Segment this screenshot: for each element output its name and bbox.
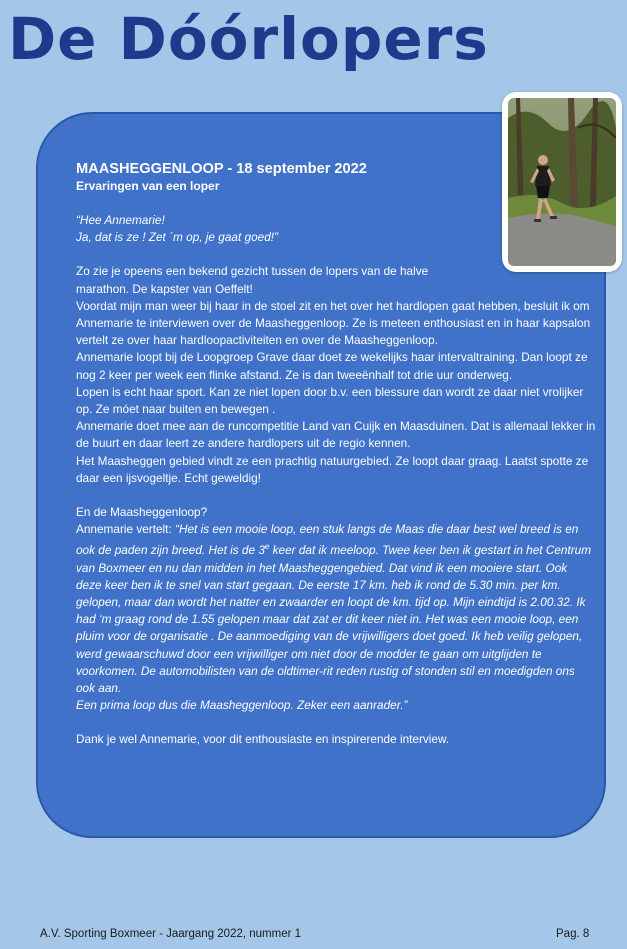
paragraph-training: Annemarie loopt bij de Loopgroep Grave daar doet ze wekelijks haar intervaltraining. Dan loopt ze nog 2 keer per week een flinke afstand. Ze is dan tweeënhalf tot drie uur onderweg.	[76, 350, 588, 382]
paragraph-competition: Annemarie doet mee aan de runcompetitie Land van Cuijk en Maasduinen. Dat is allemaal lekker in de buurt en daar leert ze andere hardlopers uit de regio kennen.	[76, 419, 596, 451]
footer-publication: A.V. Sporting Boxmeer - Jaargang 2022, nummer 1	[40, 928, 302, 940]
quote-intro: Annemarie vertelt:	[76, 522, 176, 537]
question-heading: En de Maasheggenloop?	[76, 505, 208, 520]
quote-superscript: e	[264, 542, 270, 552]
greeting-quote-line-1: “Hee Annemarie!	[76, 213, 165, 227]
masthead-title: De Dóórlopers	[8, 5, 489, 73]
closing-quote: Een prima loop dus die Maasheggenloop. Zeker een aanrader.”	[76, 698, 408, 713]
quote-part-b: keer dat ik meeloop. Twee keer ben ik gestart in het Centrum van Boxmeer en nu dan midden in het Maasheggengebied. Dat vind ik een mooiere start. Ook deze keer ben ik te snel van start gegaan. De eerste 17 km. heb ik rond de 5.30 min. per km. gelopen, maar dan wordt het natter en zwaarder en loopt de km. tijd op. Mijn eindtijd is 2.00.32. Ik had ‘m graag rond de 1.55 gelopen maar dat zat er dit keer niet in. Het was een mooie loop, een pluim voor de organisatie . De aanmoediging van de vrijwilligers doet goed. Ik heb veilig gelopen, werd gewaarschuwd door een vrijwilliger om niet door de modder te gaan om uitglijden te voorkomen. De automobilisten van de oldtimer-rit reden rustig of stonden stil en moedigden ons ook aan.	[76, 543, 592, 695]
paragraph-intro: Zo zie je opeens een bekend gezicht tussen de lopers van de halve marathon. De kapster van Oeffelt!	[76, 264, 429, 296]
article-body	[76, 160, 596, 749]
footer-page-number: Pag. 8	[556, 928, 590, 940]
paragraph-nature: Het Maasheggen gebied vindt ze een prachtig natuurgebied. Ze loopt daar graag. Laatst spotte ze daar een ijsvogeltje. Echt geweldig!	[76, 453, 589, 485]
quote-part-a: “Het is een mooie loop, een stuk langs de Maas die daar best wel breed is en ook de paden zijn breed. Het is de 3	[76, 522, 579, 558]
paragraph-interview: Voordat mijn man weer bij haar in de stoel zit en het over het hardlopen gaat hebben, besluit ik om Annemarie te interviewen over de Maasheggenloop. Ze is meteen enthousiast en in haar kapsalon vertelt ze over haar hardloopactiviteiten en over de Maasheggenloop.	[76, 298, 591, 348]
thanks-line: Dank je wel Annemarie, voor dit enthousiaste en inspirerende interview.	[76, 732, 450, 747]
article-subtitle: Ervaringen van een loper	[76, 179, 220, 193]
greeting-quote-line-2: Ja, dat is ze ! Zet ´m op, je gaat goed!”	[76, 230, 278, 245]
paragraph-sport: Lopen is echt haar sport. Kan ze niet lopen door b.v. een blessure dan wordt ze daar niet vrolijker op. Ze móet naar buiten en bewegen .	[76, 384, 584, 417]
paragraph-runner-quote	[76, 521, 596, 697]
article-title: MAASHEGGENLOOP - 18 september 2022	[76, 161, 367, 177]
